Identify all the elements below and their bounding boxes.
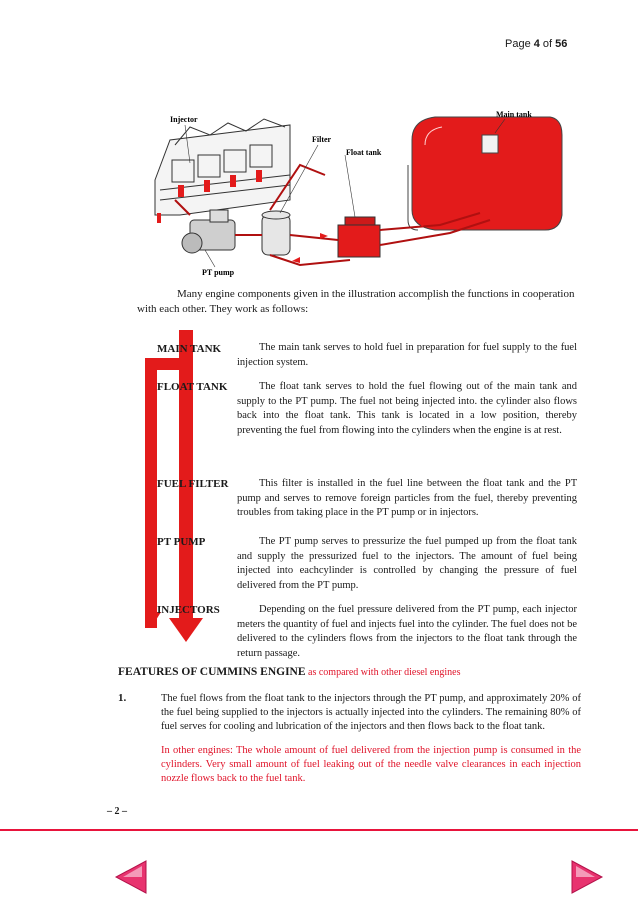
- description-main-tank: [237, 341, 577, 370]
- desc-line: delivered from the PT pump.: [237, 579, 359, 591]
- printed-page-folio: – 2 –: [107, 806, 127, 817]
- feature-note-line: In other engines: The whole amount of fuel delivered from the injection pump is consumed in: [161, 745, 565, 756]
- desc-line: tank and supply the pressurized fuel to the injectors. The amount of fuel: [237, 536, 577, 562]
- previous-page-button[interactable]: [114, 859, 148, 900]
- feature-line: 20% of the fuel being supplied to the injectors is actually injected into the cylinders. The: [161, 693, 582, 718]
- desc-line: Depending on the fuel pressure delivered from the PT pump, each: [259, 604, 542, 615]
- label-main-tank: Main tank: [496, 110, 532, 119]
- main-tank-shape: [408, 117, 562, 230]
- footer-divider: [0, 829, 638, 831]
- label-filter: Filter: [312, 135, 332, 144]
- description-injectors: [237, 603, 577, 661]
- intro-paragraph: [137, 287, 597, 317]
- desc-line: The PT pump serves to pressurize the fuel pumped up from the float: [259, 536, 556, 547]
- pt-pump: [182, 210, 235, 253]
- intro-line: with each other. They work as follows:: [137, 303, 309, 315]
- desc-line: pump and serves to remove foreign particles from the fuel, thereby: [237, 492, 529, 504]
- desc-line: flows back into the float tank. This tank is located in a low position, thereby: [237, 395, 577, 421]
- desc-line: fuel does not be delivered to the cylinders flows from the injectors to the: [237, 618, 578, 644]
- description-float-tank: [237, 380, 577, 438]
- feature-line: remaining 80% of fuel serves for cooling and lubrication of the injectors and then flows back: [161, 707, 582, 732]
- label-pt-pump: PT pump: [202, 268, 235, 277]
- page-of: of: [539, 38, 556, 50]
- desc-line: injector meters the quantity of fuel and injects fuel into the cylinder. The: [237, 604, 577, 630]
- page-number: [505, 38, 567, 50]
- desc-line: preventing troubles from taking place in the PT pump or in injectors.: [237, 492, 577, 518]
- feature-note-line: the cylinders. Very small amount of fuel leaking out of the needle valve clearances in each: [161, 745, 582, 770]
- description-pt-pump: [237, 535, 577, 593]
- page-prefix: Page: [505, 38, 534, 50]
- triangle-left-icon: [114, 859, 148, 895]
- desc-line: rest.: [544, 424, 562, 436]
- desc-line: preventing the fuel from flowing into the cylinders when the engine is at: [237, 424, 542, 436]
- float-tank-shape: [338, 217, 380, 257]
- fuel-system-illustration: [150, 105, 570, 280]
- feature-comparison-note: [161, 744, 581, 786]
- desc-line: float tank through the return passage.: [237, 633, 578, 659]
- feature-line: to the float tank.: [476, 721, 546, 732]
- features-subtitle: as compared with other diesel engines: [305, 667, 461, 678]
- desc-line: This filter is installed in the fuel line between the float tank and the PT: [259, 478, 577, 489]
- label-float-tank-heading: FLOAT TANK: [157, 381, 228, 393]
- feature-item-text: [161, 692, 581, 734]
- label-float-tank: Float tank: [346, 148, 382, 157]
- label-pt-pump-heading: PT PUMP: [157, 536, 206, 548]
- label-main-tank-heading: MAIN TANK: [157, 343, 222, 355]
- desc-line: being injected into eachcylinder is controlled by changing the pressure of fuel: [237, 550, 578, 576]
- features-heading: [118, 666, 460, 678]
- label-injector: Injector: [170, 115, 198, 124]
- label-fuel-filter-heading: FUEL FILTER: [157, 478, 229, 490]
- intro-line: Many engine components given in the illustration accomplish the functions in cooperation: [177, 288, 575, 300]
- page-current: 4: [533, 38, 540, 50]
- feature-item-number: 1.: [118, 692, 127, 704]
- label-injectors-heading: INJECTORS: [157, 604, 220, 616]
- description-fuel-filter: [237, 477, 577, 521]
- features-title: FEATURES OF CUMMINS ENGINE: [118, 666, 306, 678]
- desc-line: supply to the PT pump. The fuel not being injected into. the cylinder also: [237, 395, 551, 407]
- triangle-right-icon: [570, 859, 604, 895]
- desc-line: fuel injection system.: [237, 342, 578, 368]
- desc-line: The float tank serves to hold the fuel flowing out of the main tank and: [259, 381, 577, 392]
- desc-line: The main tank serves to hold fuel in preparation for fuel supply to the: [259, 342, 558, 353]
- filter: [262, 211, 290, 255]
- next-page-button[interactable]: [570, 859, 604, 900]
- feature-line: The fuel flows from the float tank to the injectors through the PT pump, and approximately: [161, 693, 548, 704]
- page-total: 56: [555, 38, 568, 50]
- feature-note-line: injection nozzle flows back to the fuel tank.: [161, 759, 582, 784]
